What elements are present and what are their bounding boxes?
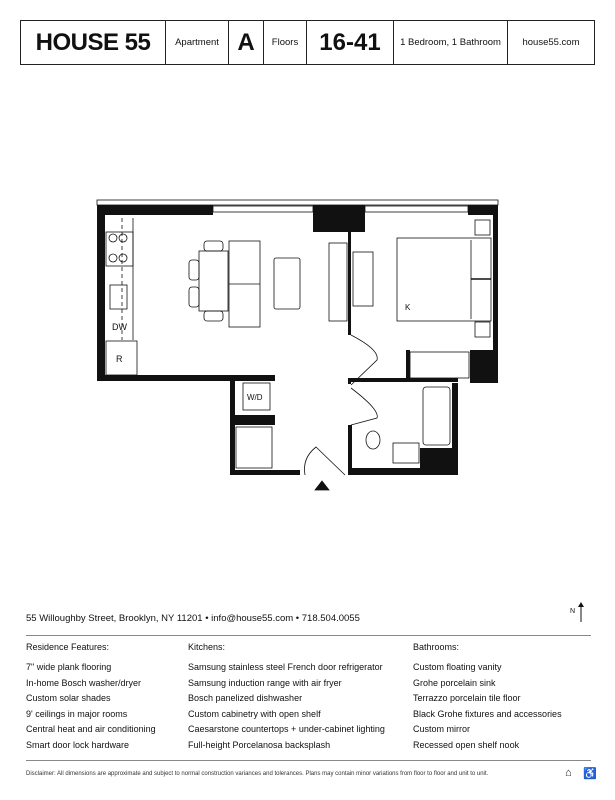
divider xyxy=(26,635,591,636)
header-bar xyxy=(20,20,595,65)
feature-item: Samsung stainless steel French door refrigerator xyxy=(188,662,383,672)
contact-line: 55 Willoughby Street, Brooklyn, NY 11201 • info@house55.com • 718.504.0055 xyxy=(26,613,360,624)
bath-sink xyxy=(393,443,419,463)
feature-item: Recessed open shelf nook xyxy=(413,739,520,750)
bathroom-features xyxy=(413,642,562,755)
divider xyxy=(26,760,591,761)
feature-item: Caesarstone countertops + under-cabinet lighting xyxy=(188,724,385,734)
residence-title: Residence Features: xyxy=(26,642,110,652)
feature-item: Samsung induction range with air fryer xyxy=(188,677,342,688)
feature-item: Full-height Porcelanosa backsplash xyxy=(188,739,331,750)
apartment-label: Apartment xyxy=(166,21,229,64)
layout-info: 1 Bedroom, 1 Bathroom xyxy=(394,21,508,64)
accessibility-icon: ♿ xyxy=(583,768,597,780)
brand-logo: HOUSE 55 xyxy=(21,21,166,64)
feature-item: In-home Bosch washer/dryer xyxy=(26,677,142,688)
floors-value: 16-41 xyxy=(307,21,394,64)
bathtub xyxy=(423,387,450,445)
coffee-table xyxy=(274,258,300,309)
linen-closet xyxy=(236,427,272,468)
walls xyxy=(97,205,498,475)
feature-item: Custom solar shades xyxy=(26,693,111,703)
equal-housing-icon: ⌂ xyxy=(565,767,572,779)
bed-label: K xyxy=(405,303,411,312)
feature-item: Bosch panelized dishwasher xyxy=(188,693,303,703)
feature-item: Custom cabinetry with open shelf xyxy=(188,708,321,719)
feature-item: Smart door lock hardware xyxy=(26,739,130,750)
feature-item: 9' ceilings in major rooms xyxy=(26,708,128,719)
washer-dryer-label: W/D xyxy=(247,393,263,402)
north-label: N xyxy=(570,608,576,615)
feature-item: Central heat and air conditioning xyxy=(26,724,156,734)
disclaimer: Disclaimer: All dimensions are approximate and subject to normal construction variances and tolerances. Plans may contain minor variations from floor to floor and unit to unit. xyxy=(26,771,489,777)
feature-item: Terrazzo porcelain tile floor xyxy=(413,693,521,703)
apartment-value: A xyxy=(229,21,264,64)
north-indicator xyxy=(570,602,584,622)
window xyxy=(213,206,313,212)
dresser xyxy=(353,252,373,306)
bedroom-closet xyxy=(410,352,469,378)
facade-line xyxy=(97,200,498,205)
feature-item: Custom floating vanity xyxy=(413,662,502,672)
kitchen-features xyxy=(188,642,385,755)
media-console xyxy=(329,243,347,321)
feature-item: Grohe porcelain sink xyxy=(413,677,496,688)
north-arrow-icon xyxy=(578,602,584,622)
floors-label: Floors xyxy=(264,21,307,64)
feature-item: Black Grohe fixtures and accessories xyxy=(413,708,562,719)
entry-marker xyxy=(315,481,329,490)
residence-features xyxy=(26,642,156,755)
dining-table xyxy=(199,251,228,311)
bathrooms-title: Bathrooms: xyxy=(413,642,460,652)
kitchens-title: Kitchens: xyxy=(188,642,226,652)
floor-plan xyxy=(90,190,510,500)
kitchen-sink xyxy=(110,285,127,309)
feature-item: 7" wide plank flooring xyxy=(26,662,112,672)
feature-item: Custom mirror xyxy=(413,724,471,734)
refrigerator-label: R xyxy=(116,354,123,364)
toilet xyxy=(366,431,380,449)
dishwasher-label: DW xyxy=(112,322,127,332)
website-link[interactable]: house55.com xyxy=(522,37,580,48)
window xyxy=(365,206,468,212)
